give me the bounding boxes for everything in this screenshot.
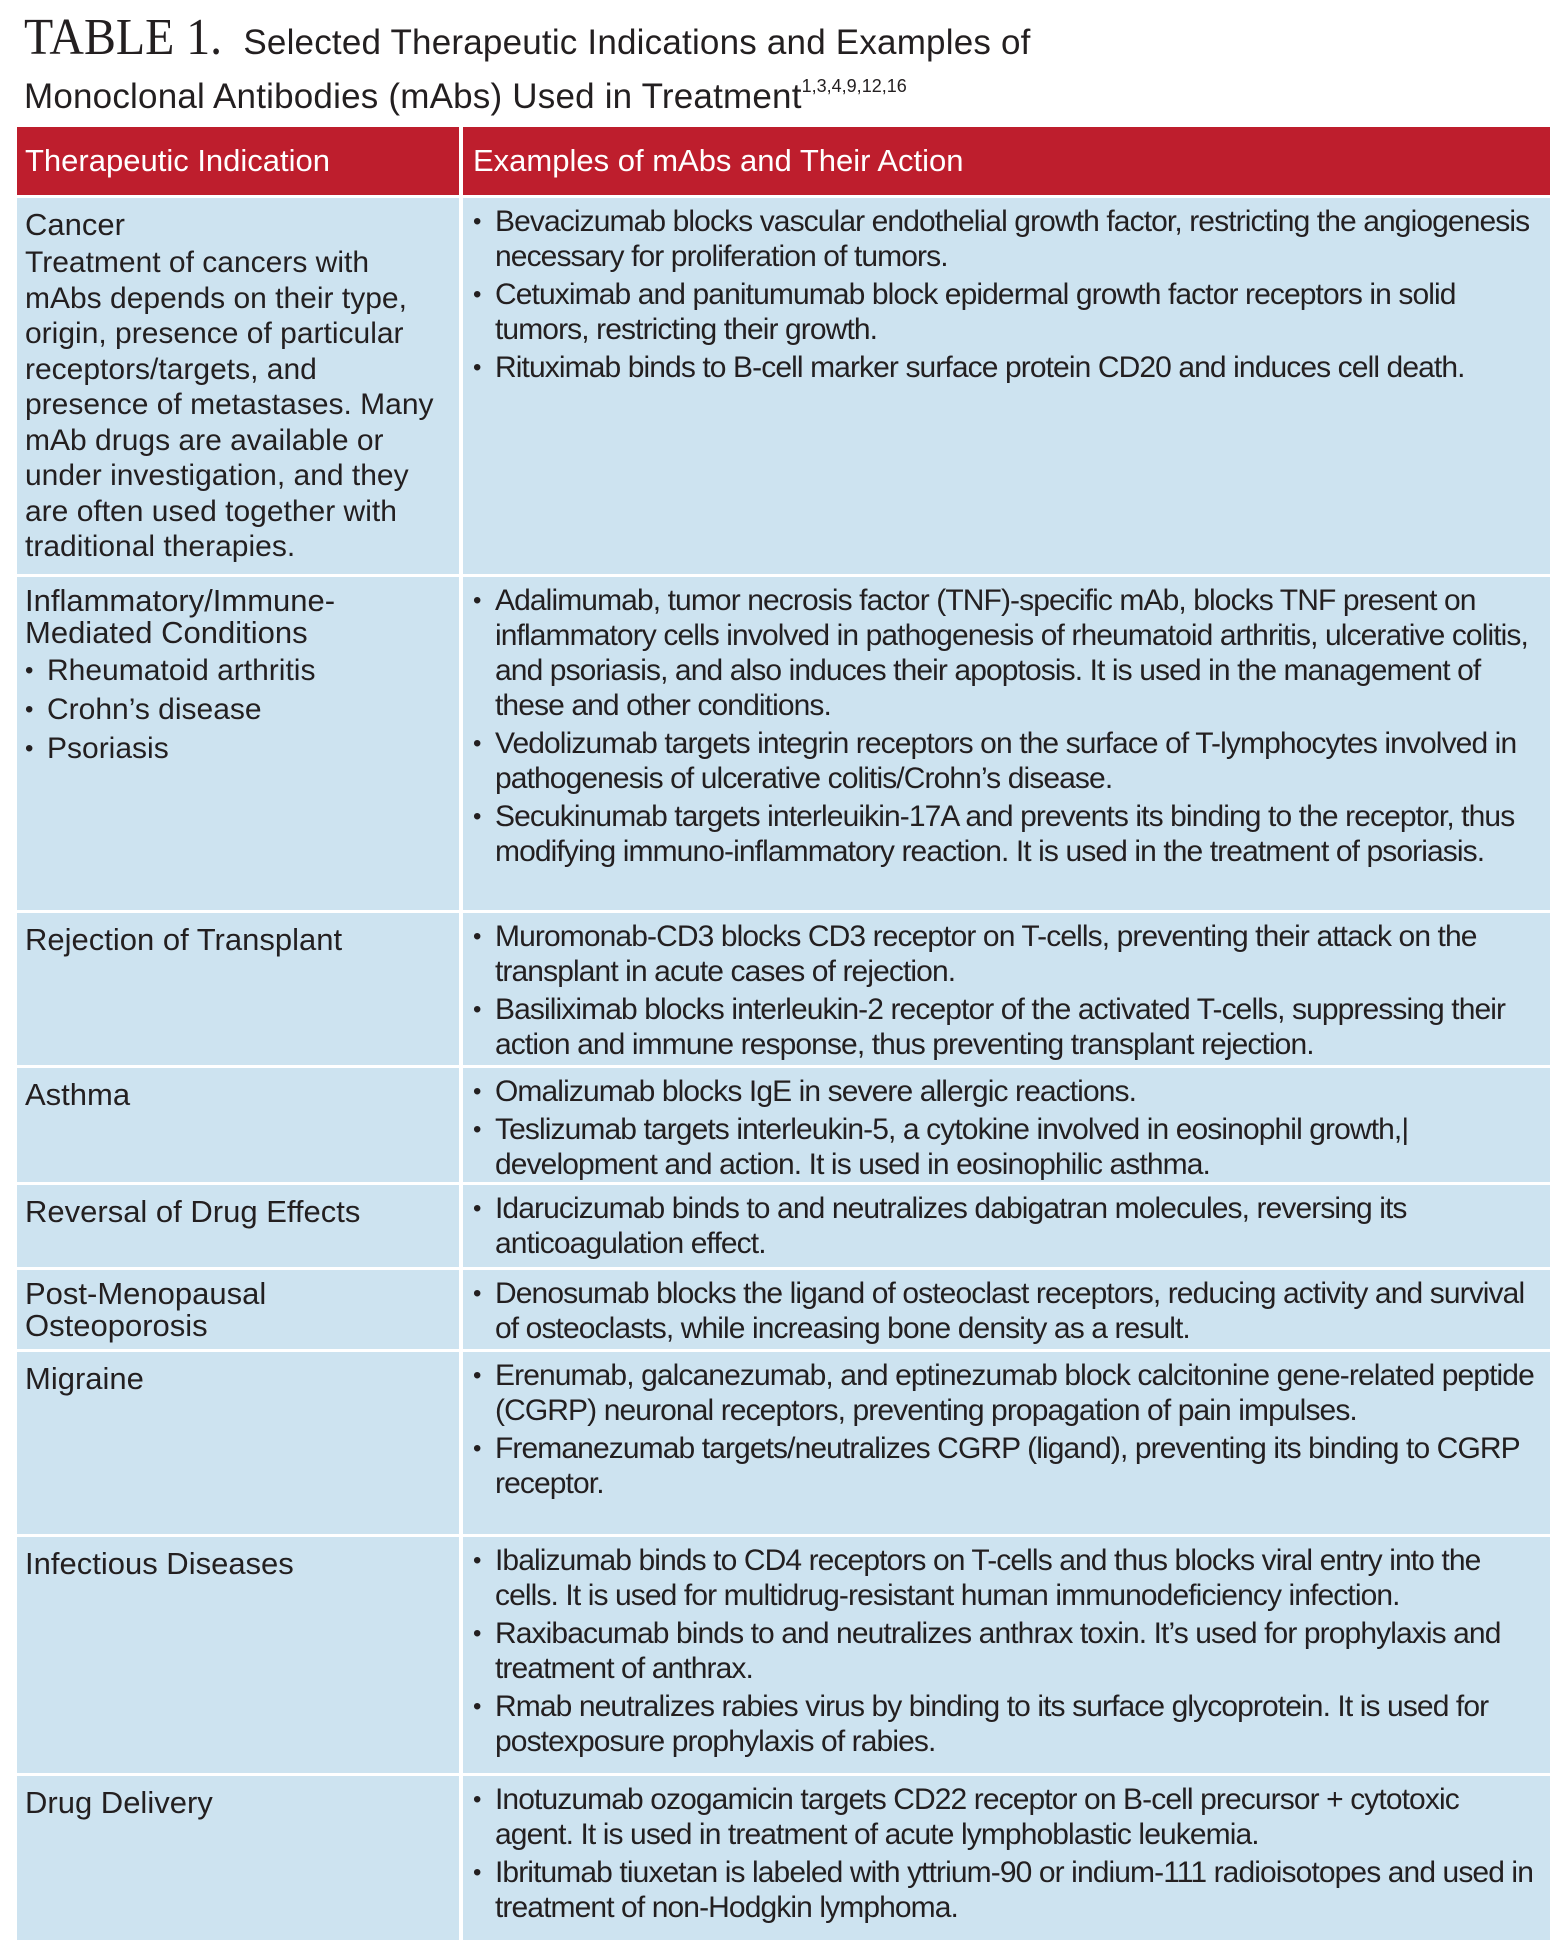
actions-list <box>473 583 1540 869</box>
action-item <box>473 1074 1540 1109</box>
indication-title: Infectious Diseases <box>25 1546 294 1581</box>
table-row-osteoporosis <box>17 1270 1550 1352</box>
caption-text-2: Monoclonal Antibodies (mAbs) Used in Treatment <box>24 77 802 116</box>
action-text: Muromonab-CD3 blocks CD3 receptor on T-cells, preventing their attack on the transplant in acute cases of rejection. <box>495 920 1477 988</box>
bullet-icon: • <box>473 1859 482 1886</box>
actions-list <box>473 204 1540 385</box>
bullet-icon: • <box>25 696 34 723</box>
actions-list <box>473 1782 1540 1925</box>
indication-cell <box>17 1537 463 1773</box>
indication-title: Rejection of Transplant <box>25 922 343 957</box>
action-item <box>473 277 1540 347</box>
action-item <box>473 1855 1540 1925</box>
bullet-icon: • <box>473 730 482 757</box>
actions-cell <box>463 1776 1550 1940</box>
bullet-icon: • <box>473 1620 482 1647</box>
condition-item <box>25 690 451 729</box>
actions-list <box>473 1543 1540 1759</box>
caption-references: 1,3,4,9,12,16 <box>801 76 907 96</box>
bullet-icon: • <box>473 208 482 235</box>
action-item <box>473 1616 1540 1686</box>
caption-line-1 <box>24 9 1524 66</box>
indication-title: Asthma <box>25 1077 131 1112</box>
table-row-infectious-diseases <box>17 1537 1550 1776</box>
action-item <box>473 726 1540 796</box>
actions-cell <box>463 1537 1550 1773</box>
indication-cell <box>17 1068 463 1182</box>
bullet-icon: • <box>473 996 482 1023</box>
condition-text: Psoriasis <box>47 732 169 765</box>
action-text: Rituximab binds to B-cell marker surface protein CD20 and induces cell death. <box>495 351 1465 384</box>
indication-title: Post-Menopausal Osteoporosis <box>25 1276 267 1343</box>
bullet-icon: • <box>473 1195 482 1222</box>
bullet-icon: • <box>473 923 482 950</box>
bullet-icon: • <box>473 803 482 830</box>
table-row-cancer <box>17 198 1550 577</box>
mab-indications-table <box>17 127 1550 1940</box>
bullet-icon: • <box>473 354 482 381</box>
action-text: Basiliximab blocks interleukin-2 receptor of the activated T-cells, suppressing their action and immune response, thus preventing transplant rejection. <box>495 993 1506 1061</box>
action-text: Erenumab, galcanezumab, and eptinezumab block calcitonine gene-related peptide (CGRP) neuronal receptors, preventing propagation of pain impulses. <box>495 1359 1534 1427</box>
actions-cell <box>463 577 1550 910</box>
action-item <box>473 1191 1540 1261</box>
indication-cell <box>17 198 463 574</box>
action-item <box>473 1358 1540 1428</box>
table-row-drug-delivery <box>17 1776 1550 1940</box>
table-caption <box>24 9 1524 119</box>
indication-title: Drug Delivery <box>25 1785 213 1820</box>
actions-cell <box>463 1185 1550 1267</box>
indication-description: Treatment of cancers with mAbs depends on their type, origin, presence of particular receptors/targets, and presence of metastases. Many mAb drugs are available or under investigation, and they are often used together with traditional therapies. <box>25 246 434 563</box>
actions-list <box>473 1074 1540 1182</box>
actions-list <box>473 1276 1540 1346</box>
action-item <box>473 799 1540 869</box>
action-text: Secukinumab targets interleuikin-17A and prevents its binding to the receptor, thus modifying immuno-inflammatory reaction. It is used in the treatment of psoriasis. <box>495 800 1515 868</box>
indication-cell <box>17 1185 463 1267</box>
condition-text: Rheumatoid arthritis <box>47 654 316 687</box>
table-row-transplant-rejection <box>17 913 1550 1068</box>
indication-title: Migraine <box>25 1361 144 1396</box>
table-row-migraine <box>17 1352 1550 1537</box>
bullet-icon: • <box>25 735 34 762</box>
action-text: Vedolizumab targets integrin receptors on the surface of T-lymphocytes involved in pathogenesis of ulcerative colitis/Crohn’s disease. <box>495 727 1517 795</box>
action-text: Rmab neutralizes rabies virus by binding to its surface glycoprotein. It is used for postexposure prophylaxis of rabies. <box>495 1690 1489 1758</box>
indication-cell <box>17 1776 463 1940</box>
action-text: Raxibacumab binds to and neutralizes anthrax toxin. It’s used for prophylaxis and treatment of anthrax. <box>495 1617 1501 1685</box>
bullet-icon: • <box>473 1693 482 1720</box>
action-text: Ibalizumab binds to CD4 receptors on T-cells and thus blocks viral entry into the cells. It is used for multidrug-resistant human immunodeficiency infection. <box>495 1544 1481 1612</box>
bullet-icon: • <box>473 281 482 308</box>
action-item <box>473 583 1540 723</box>
actions-cell <box>463 1352 1550 1534</box>
action-text: Inotuzumab ozogamicin targets CD22 receptor on B-cell precursor + cytotoxic agent. It is used in treatment of acute lymphoblastic leukemia. <box>495 1783 1459 1851</box>
bullet-icon: • <box>473 1362 482 1389</box>
table-row-drug-reversal <box>17 1185 1550 1270</box>
table-row-inflammatory <box>17 577 1550 913</box>
indication-cell <box>17 1270 463 1349</box>
action-item <box>473 919 1540 989</box>
actions-list <box>473 919 1540 1062</box>
actions-cell <box>463 1068 1550 1182</box>
header-cell-indication: Therapeutic Indication <box>17 127 463 195</box>
action-item <box>473 1689 1540 1759</box>
actions-list <box>473 1191 1540 1261</box>
bullet-icon: • <box>473 1435 482 1462</box>
actions-cell <box>463 1270 1550 1349</box>
condition-text: Crohn’s disease <box>47 693 262 726</box>
action-item <box>473 1431 1540 1501</box>
action-text: Teslizumab targets interleukin-5, a cytokine involved in eosinophil growth,| development and action. It is used in eosinophilic asthma. <box>495 1113 1409 1181</box>
table-row-asthma <box>17 1068 1550 1185</box>
action-text: Cetuximab and panitumumab block epidermal growth factor receptors in solid tumors, restricting their growth. <box>495 278 1456 346</box>
action-text: Ibritumab tiuxetan is labeled with yttrium-90 or indium-111 radioisotopes and used in treatment of non-Hodgkin lymphoma. <box>495 1856 1533 1924</box>
actions-cell <box>463 913 1550 1065</box>
action-text: Idarucizumab binds to and neutralizes dabigatran molecules, reversing its anticoagulation effect. <box>495 1192 1407 1260</box>
bullet-icon: • <box>473 1280 482 1307</box>
action-text: Omalizumab blocks IgE in severe allergic reactions. <box>495 1075 1137 1108</box>
actions-cell <box>463 198 1550 574</box>
bullet-icon: • <box>473 1078 482 1105</box>
table-header-row <box>17 127 1550 198</box>
caption-line-2 <box>24 64 1524 119</box>
action-text: Adalimumab, tumor necrosis factor (TNF)-specific mAb, blocks TNF present on inflammatory cells involved in pathogenesis of rheumatoid arthritis, ulcerative colitis, and psoriasis, and also induces their apoptosis. It is used in the management of these and other conditions. <box>495 584 1528 722</box>
bullet-icon: • <box>473 1786 482 1813</box>
action-text: Bevacizumab blocks vascular endothelial growth factor, restricting the angiogenesis necessary for proliferation of tumors. <box>495 205 1530 273</box>
condition-item <box>25 729 451 768</box>
indication-title: Cancer <box>25 207 125 242</box>
indication-cell <box>17 577 463 910</box>
action-item <box>473 204 1540 274</box>
action-item <box>473 992 1540 1062</box>
actions-list <box>473 1358 1540 1501</box>
indication-title: Reversal of Drug Effects <box>25 1194 361 1229</box>
action-item <box>473 1782 1540 1852</box>
action-item <box>473 1276 1540 1346</box>
action-item <box>473 1543 1540 1613</box>
caption-text-1: Selected Therapeutic Indications and Examples of <box>243 23 1031 62</box>
indication-cell <box>17 1352 463 1534</box>
bullet-icon: • <box>25 657 34 684</box>
action-text: Denosumab blocks the ligand of osteoclast receptors, reducing activity and survival of osteoclasts, while increasing bone density as a result. <box>495 1277 1525 1345</box>
action-item <box>473 1112 1540 1182</box>
bullet-icon: • <box>473 1547 482 1574</box>
header-cell-examples: Examples of mAbs and Their Action <box>473 143 964 178</box>
indication-title: Inflammatory/Immune-Mediated Conditions <box>25 583 336 650</box>
indication-cell <box>17 913 463 1065</box>
bullet-icon: • <box>473 1116 482 1143</box>
condition-item <box>25 651 451 690</box>
bullet-icon: • <box>473 587 482 614</box>
action-item <box>473 350 1540 385</box>
condition-list <box>25 651 451 768</box>
action-text: Fremanezumab targets/neutralizes CGRP (ligand), preventing its binding to CGRP receptor. <box>495 1432 1520 1500</box>
table-label: TABLE 1. <box>24 9 223 66</box>
